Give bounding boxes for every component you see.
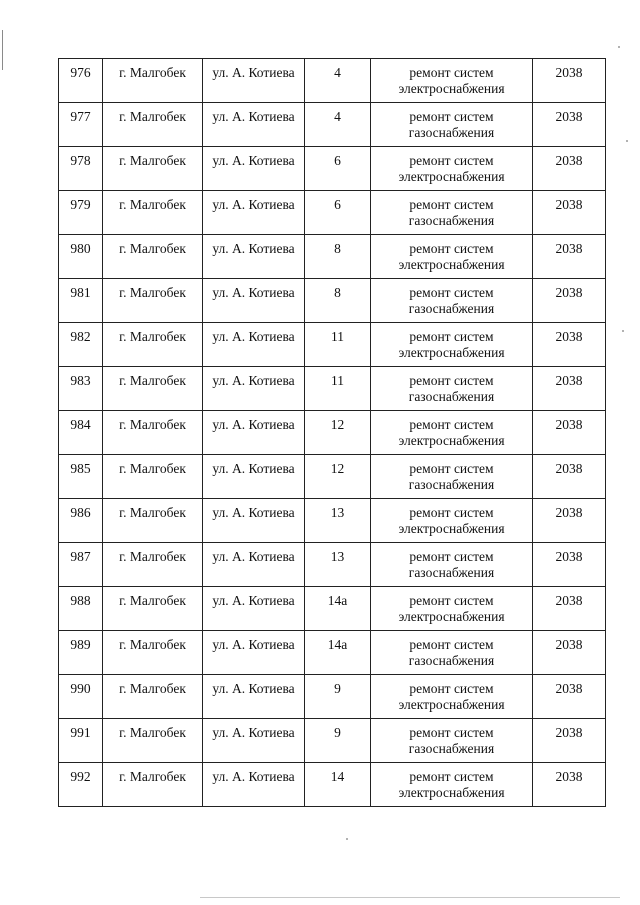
street-cell: ул. А. Котиева [203,675,305,719]
city-cell: г. Малгобек [103,543,203,587]
table-row [59,675,606,719]
city-cell: г. Малгобек [103,103,203,147]
table-row [59,367,606,411]
city-cell: г. Малгобек [103,59,203,103]
table-row [59,191,606,235]
city-cell: г. Малгобек [103,147,203,191]
year-cell: 2038 [533,147,606,191]
city-cell: г. Малгобек [103,499,203,543]
table-body [59,59,606,807]
work-type-cell: ремонт систем газоснабжения [371,719,533,763]
page-bottom-line [200,897,620,898]
city-cell: г. Малгобек [103,191,203,235]
street-cell: ул. А. Котиева [203,323,305,367]
street-cell: ул. А. Котиева [203,543,305,587]
year-cell: 2038 [533,279,606,323]
work-type-cell: ремонт систем электроснабжения [371,235,533,279]
house-number-cell: 13 [305,543,371,587]
row-number: 983 [59,367,103,411]
house-number-cell: 13 [305,499,371,543]
street-cell: ул. А. Котиева [203,411,305,455]
city-cell: г. Малгобек [103,279,203,323]
house-number-cell: 4 [305,59,371,103]
city-cell: г. Малгобек [103,587,203,631]
repair-schedule-table [58,58,606,807]
house-number-cell: 12 [305,411,371,455]
table-row [59,235,606,279]
work-type-cell: ремонт систем газоснабжения [371,103,533,147]
city-cell: г. Малгобек [103,763,203,807]
scan-speck [346,838,348,840]
year-cell: 2038 [533,411,606,455]
year-cell: 2038 [533,59,606,103]
street-cell: ул. А. Котиева [203,59,305,103]
house-number-cell: 8 [305,235,371,279]
year-cell: 2038 [533,587,606,631]
row-number: 988 [59,587,103,631]
row-number: 980 [59,235,103,279]
city-cell: г. Малгобек [103,323,203,367]
work-type-cell: ремонт систем электроснабжения [371,147,533,191]
row-number: 984 [59,411,103,455]
table-row [59,631,606,675]
city-cell: г. Малгобек [103,367,203,411]
row-number: 979 [59,191,103,235]
work-type-cell: ремонт систем электроснабжения [371,763,533,807]
table-row [59,59,606,103]
work-type-cell: ремонт систем электроснабжения [371,675,533,719]
year-cell: 2038 [533,763,606,807]
row-number: 982 [59,323,103,367]
street-cell: ул. А. Котиева [203,279,305,323]
row-number: 976 [59,59,103,103]
row-number: 978 [59,147,103,191]
house-number-cell: 9 [305,675,371,719]
city-cell: г. Малгобек [103,411,203,455]
street-cell: ул. А. Котиева [203,719,305,763]
table-row [59,147,606,191]
work-type-cell: ремонт систем электроснабжения [371,411,533,455]
house-number-cell: 12 [305,455,371,499]
table-row [59,323,606,367]
page-edge-line [2,30,3,70]
row-number: 991 [59,719,103,763]
work-type-cell: ремонт систем электроснабжения [371,587,533,631]
year-cell: 2038 [533,191,606,235]
street-cell: ул. А. Котиева [203,455,305,499]
work-type-cell: ремонт систем электроснабжения [371,59,533,103]
table-row [59,455,606,499]
street-cell: ул. А. Котиева [203,235,305,279]
street-cell: ул. А. Котиева [203,499,305,543]
year-cell: 2038 [533,103,606,147]
table-row [59,543,606,587]
house-number-cell: 11 [305,367,371,411]
work-type-cell: ремонт систем газоснабжения [371,455,533,499]
house-number-cell: 14а [305,631,371,675]
row-number: 992 [59,763,103,807]
work-type-cell: ремонт систем газоснабжения [371,191,533,235]
year-cell: 2038 [533,631,606,675]
street-cell: ул. А. Котиева [203,631,305,675]
year-cell: 2038 [533,719,606,763]
house-number-cell: 14а [305,587,371,631]
year-cell: 2038 [533,543,606,587]
street-cell: ул. А. Котиева [203,103,305,147]
work-type-cell: ремонт систем электроснабжения [371,499,533,543]
row-number: 990 [59,675,103,719]
scan-speck [626,140,628,142]
year-cell: 2038 [533,323,606,367]
row-number: 981 [59,279,103,323]
year-cell: 2038 [533,499,606,543]
city-cell: г. Малгобек [103,719,203,763]
year-cell: 2038 [533,367,606,411]
house-number-cell: 11 [305,323,371,367]
street-cell: ул. А. Котиева [203,191,305,235]
row-number: 977 [59,103,103,147]
work-type-cell: ремонт систем газоснабжения [371,367,533,411]
work-type-cell: ремонт систем электроснабжения [371,323,533,367]
city-cell: г. Малгобек [103,675,203,719]
table-row [59,103,606,147]
work-type-cell: ремонт систем газоснабжения [371,543,533,587]
table-row [59,279,606,323]
scan-speck [622,330,624,332]
city-cell: г. Малгобек [103,455,203,499]
scan-speck [618,46,620,48]
row-number: 989 [59,631,103,675]
city-cell: г. Малгобек [103,631,203,675]
year-cell: 2038 [533,455,606,499]
city-cell: г. Малгобек [103,235,203,279]
house-number-cell: 6 [305,147,371,191]
row-number: 986 [59,499,103,543]
table-row [59,719,606,763]
table-row [59,499,606,543]
row-number: 987 [59,543,103,587]
street-cell: ул. А. Котиева [203,587,305,631]
house-number-cell: 9 [305,719,371,763]
street-cell: ул. А. Котиева [203,763,305,807]
year-cell: 2038 [533,675,606,719]
house-number-cell: 4 [305,103,371,147]
street-cell: ул. А. Котиева [203,367,305,411]
table-row [59,411,606,455]
year-cell: 2038 [533,235,606,279]
house-number-cell: 6 [305,191,371,235]
house-number-cell: 8 [305,279,371,323]
row-number: 985 [59,455,103,499]
table-row [59,763,606,807]
table-row [59,587,606,631]
house-number-cell: 14 [305,763,371,807]
work-type-cell: ремонт систем газоснабжения [371,631,533,675]
street-cell: ул. А. Котиева [203,147,305,191]
work-type-cell: ремонт систем газоснабжения [371,279,533,323]
